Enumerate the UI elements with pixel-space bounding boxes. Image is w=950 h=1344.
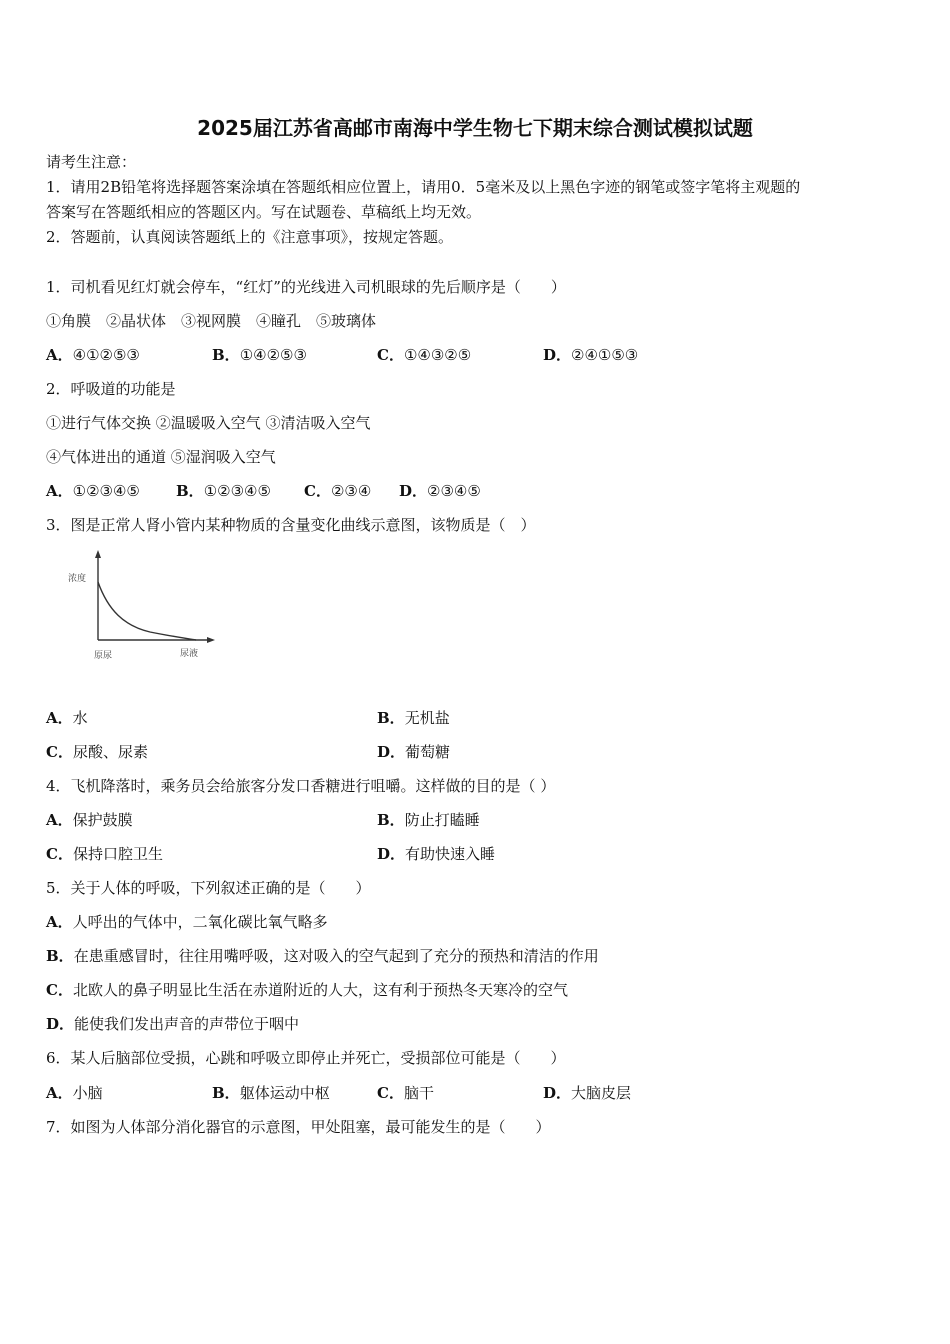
q5-stem: 5．关于人体的呼吸，下列叙述正确的是（ ） [46,879,371,897]
q3-curve [98,582,196,640]
q3-ylabel: 浓度 [68,574,87,584]
q5-option-b: B．在患重感冒时，往往用嘴呼吸，这对吸入的空气起到了充分的预热和清洁的作用 [46,947,599,965]
q3-option-a: A．水 [46,709,88,727]
q4-option-b: B．防止打瞌睡 [377,811,480,829]
q1-items: ①角膜 ②晶状体 ③视网膜 ④瞳孔 ⑤玻璃体 [46,312,377,330]
q6-option-d: D．大脑皮层 [543,1084,632,1102]
q5-option-d: D．能使我们发出声音的声带位于咽中 [46,1015,300,1033]
q1-option-c: C．①④③②⑤ [377,346,472,364]
q4-option-d: D．有助快速入睡 [377,845,496,863]
q1-stem: 1．司机看见红灯就会停车，“红灯”的光线进入司机眼球的先后顺序是（ ） [46,278,566,296]
q3-stem: 3．图是正常人肾小管内某种物质的含量变化曲线示意图，该物质是（ ） [46,516,536,534]
q2-items-2: ④气体进出的通道 ⑤湿润吸入空气 [46,448,276,466]
q6-option-c: C．脑干 [377,1084,434,1102]
q3-x-start-label: 原尿 [94,651,113,661]
notice-heading: 请考生注意： [46,153,137,171]
q6-stem: 6．某人后脑部位受损，心跳和呼吸立即停止并死亡，受损部位可能是（ ） [46,1049,566,1067]
notice-item-2: 2．答题前，认真阅读答题纸上的《注意事项》，按规定答题。 [46,228,454,246]
q2-stem: 2．呼吸道的功能是 [46,380,176,398]
notice-item-1: 1．请用2B铅笔将选择题答案涂填在答题纸相应位置上，请用0．5毫米及以上黑色字迹的钢笔或签字笔将主观题的 [46,178,801,196]
q5-option-a: A．人呼出的气体中，二氧化碳比氧气略多 [46,913,328,931]
q3-concentration-curve [66,548,216,663]
q5-option-c: C．北欧人的鼻子明显比生活在赤道附近的人大，这有利于预热冬天寒冷的空气 [46,981,568,999]
q1-option-d: D．②④①⑤③ [543,346,639,364]
q2-items-1: ①进行气体交换 ②温暖吸入空气 ③清洁吸入空气 [46,414,371,432]
page-title: 2025届江苏省高邮市南海中学生物七下期末综合测试模拟试题 [197,116,753,140]
q3-option-c: C．尿酸、尿素 [46,743,148,761]
q1-option-b: B．①④②⑤③ [212,346,307,364]
q4-option-c: C．保持口腔卫生 [46,845,163,863]
q2-option-b: B．①②③④⑤ [176,482,271,500]
q3-x-axis-arrow [207,637,215,643]
q4-option-a: A．保护鼓膜 [46,811,133,829]
q1-option-a: A．④①②⑤③ [46,346,140,364]
q4-stem: 4．飞机降落时，乘务员会给旅客分发口香糖进行咀嚼。这样做的目的是（ ） [46,777,556,795]
q3-y-axis-arrow [95,550,101,558]
q7-stem: 7．如图为人体部分消化器官的示意图，甲处阻塞，最可能发生的是（ ） [46,1118,551,1136]
q6-option-a: A．小脑 [46,1084,103,1102]
notice-item-1-cont: 答案写在答题纸相应的答题区内。写在试题卷、草稿纸上均无效。 [46,203,482,221]
q3-option-d: D．葡萄糖 [377,743,451,761]
q2-option-a: A．①②③④⑤ [46,482,140,500]
q6-option-b: B．躯体运动中枢 [212,1084,330,1102]
q3-x-end-label: 尿液 [180,649,199,659]
q3-option-b: B．无机盐 [377,709,450,727]
q2-option-c: C．②③④ [304,482,372,500]
q2-option-d: D．②③④⑤ [399,482,481,500]
